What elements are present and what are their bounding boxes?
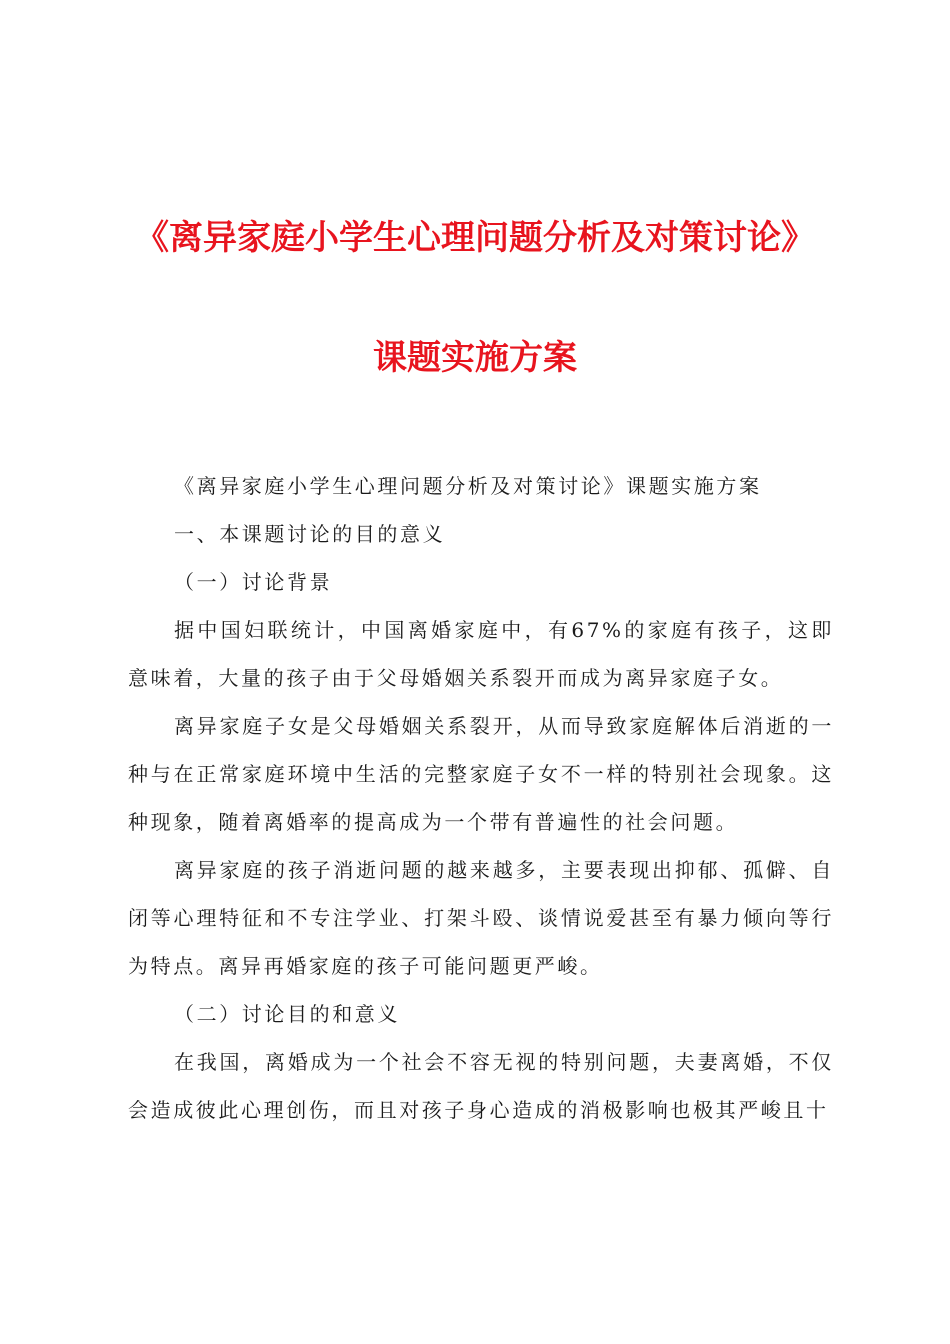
- document-title: 《离异家庭小学生心理问题分析及对策讨论》: [135, 218, 815, 258]
- document-subtitle: 课题实施方案: [373, 338, 577, 378]
- paragraph-statistics: 据中国妇联统计，中国离婚家庭中，有67%的家庭有孩子，这即意味着，大量的孩子由于父母婚姻关系裂开而成为离异家庭子女。: [128, 618, 834, 690]
- paragraph-definition: 离异家庭子女是父母婚姻关系裂开，从而导致家庭解体后消逝的一种与在正常家庭环境中生活的完整家庭子女不一样的特别社会现象。这种现象，随着离婚率的提高成为一个带有普遍性的社会问题。: [128, 714, 834, 834]
- subsection-heading-purpose: （二）讨论目的和意义: [174, 1002, 400, 1026]
- paragraph-heading-title: 《离异家庭小学生心理问题分析及对策讨论》课题实施方案: [174, 474, 762, 498]
- subsection-heading-background: （一）讨论背景: [174, 570, 333, 594]
- paragraph-purpose: 在我国，离婚成为一个社会不容无视的特别问题，夫妻离婚，不仅会造成彼此心理创伤，而且对孩子身心造成的消极影响也极其严峻且十: [128, 1050, 834, 1122]
- document-body: [128, 462, 834, 1134]
- section-heading-1: 一、本课题讨论的目的意义: [174, 522, 446, 546]
- paragraph-problems: 离异家庭的孩子消逝问题的越来越多，主要表现出抑郁、孤僻、自闭等心理特征和不专注学业、打架斗殴、谈情说爱甚至有暴力倾向等行为特点。离异再婚家庭的孩子可能问题更严峻。: [128, 858, 834, 978]
